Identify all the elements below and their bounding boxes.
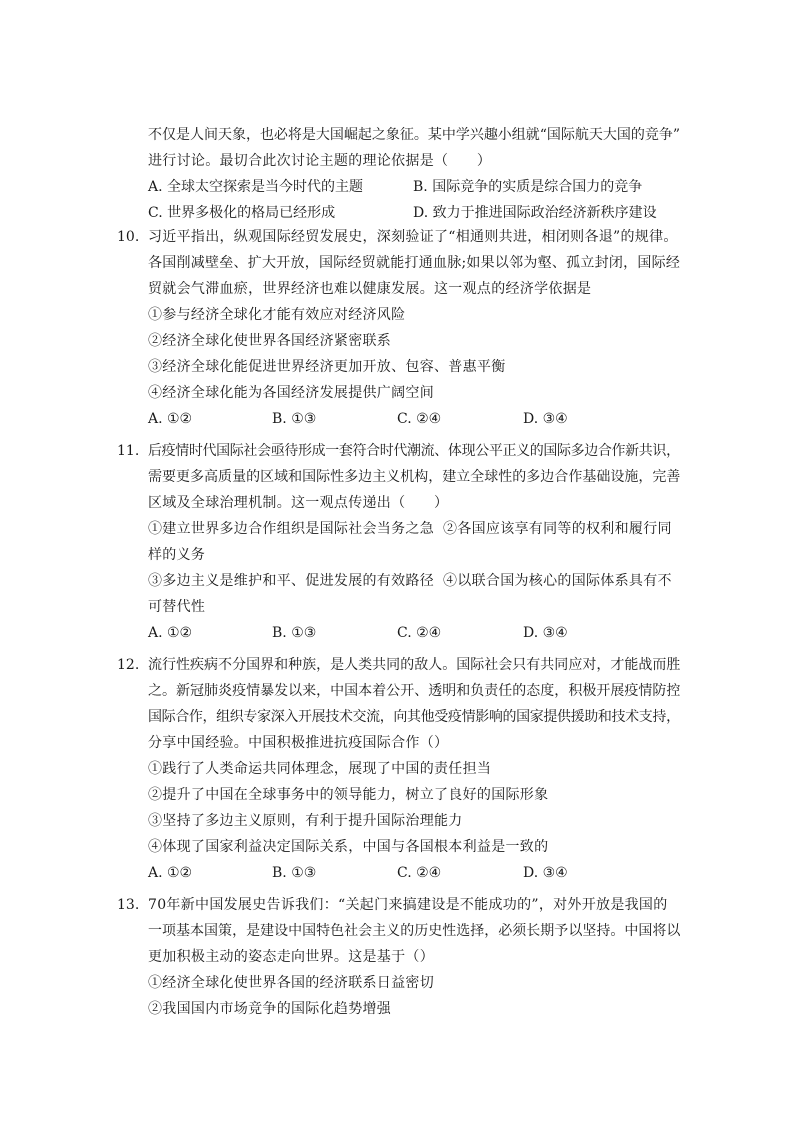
q12-line-2: 之。新冠肺炎疫情暴发以来，中国本着公开、透明和负责任的态度，积极开展疫情防控 (148, 683, 681, 699)
q13-line-1: 70年新中国发展史告诉我们：“关起门来搞建设是不能成功的”，对外开放是我国的 (148, 897, 668, 913)
q10-option-b: B. ①③ (272, 411, 317, 427)
q11-line-2: 需要更多高质量的区域和国际性多边主义机构，建立全球性的多边合作基础设施，完善 (148, 469, 681, 485)
q12-line-1: 流行性疾病不分国界和种族，是人类共同的敌人。国际社会只有共同应对，才能战而胜 (148, 657, 681, 673)
q13-statement-2: ②我国国内市场竞争的国际化趋势增强 (148, 1001, 392, 1017)
q13-statement-1: ①经济全球化使世界各国的经济联系日益密切 (148, 975, 434, 991)
q10-line-1: 习近平指出，纵观国际经贸发展史，深刻验证了“相通则共进，相闭则各退”的规律。 (148, 229, 678, 245)
q10-statement-4: ④经济全球化能为各国经济发展提供广阔空间 (148, 385, 434, 401)
q12-statement-3: ③坚持了多边主义原则，有利于提升国际治理能力 (148, 813, 463, 829)
q11-statement-4: ④以联合国为核心的国际体系具有不 (443, 573, 672, 589)
q13-line-3: 更加积极主动的姿态走向世界。这是基于（） (148, 949, 434, 965)
q10-option-a: A. ①② (148, 411, 193, 427)
q11-option-c: C. ②④ (397, 625, 442, 641)
q10-statement-1: ①参与经济全球化才能有效应对经济风险 (148, 307, 406, 323)
intro-option-d: D. 致力于推进国际政治经济新秩序建设 (413, 205, 657, 221)
q12-statement-2: ②提升了中国在全球事务中的领导能力，树立了良好的国际形象 (148, 787, 549, 803)
q11-line-3: 区域及全球治理机制。这一观点传递出（ ） (148, 495, 449, 511)
q10-line-2: 各国削减壁垒、扩大开放，国际经贸就能打通血脉;如果以邻为壑、孤立封闭，国际经 (148, 255, 681, 271)
q13-line-2: 一项基本国策，是建设中国特色社会主义的历史性选择，必须长期予以坚持。中国将以 (148, 923, 681, 939)
q10-option-d: D. ③④ (523, 411, 568, 427)
intro-line-1: 不仅是人间天象，也必将是大国崛起之象征。某中学兴趣小组就“国际航天大国的竞争” (148, 127, 681, 143)
q12-option-a: A. ①② (148, 865, 193, 881)
q11-option-d: D. ③④ (523, 625, 568, 641)
q12-number: 12. (117, 657, 140, 673)
q13-number: 13. (117, 897, 140, 913)
q12-option-b: B. ①③ (272, 865, 317, 881)
q12-statement-4: ④体现了国家利益决定国际关系，中国与各国根本利益是一致的 (148, 839, 549, 855)
q11-line-1: 后疫情时代国际社会亟待形成一套符合时代潮流、体现公平正义的国际多边合作新共识， (148, 443, 680, 459)
q12-option-d: D. ③④ (523, 865, 568, 881)
q11-option-b: B. ①③ (272, 625, 317, 641)
q12-option-c: C. ②④ (397, 865, 442, 881)
q12-statement-1: ①践行了人类命运共同体理念，展现了中国的责任担当 (148, 761, 492, 777)
intro-option-a: A. 全球太空探索是当今时代的主题 (148, 179, 364, 195)
q12-line-3: 国际合作，组织专家深入开展技术交流，向其他受疫情影响的国家提供援助和技术支持， (148, 709, 680, 725)
q10-number: 10. (117, 229, 140, 245)
q11-statement-1: ①建立世界多边合作组织是国际社会当务之急 (148, 521, 434, 537)
q12-line-4: 分享中国经验。中国积极推进抗疫国际合作（） (148, 735, 449, 751)
q10-statement-2: ②经济全球化使世界各国经济紧密联系 (148, 333, 392, 349)
q11-statement-4-cont: 可替代性 (148, 599, 206, 615)
q11-statement-3: ③多边主义是维护和平、促进发展的有效路径 (148, 573, 434, 589)
q11-statement-2-cont: 样的义务 (148, 547, 206, 563)
q10-line-3: 贸就会气滞血瘀，世界经济也难以健康发展。这一观点的经济学依据是 (148, 281, 592, 297)
q10-statement-3: ③经济全球化能促进世界经济更加开放、包容、普惠平衡 (148, 359, 506, 375)
q11-statement-2: ②各国应该享有同等的权利和履行同 (443, 521, 672, 537)
q10-option-c: C. ②④ (397, 411, 442, 427)
intro-option-c: C. 世界多极化的格局已经形成 (148, 205, 336, 221)
q11-option-a: A. ①② (148, 625, 193, 641)
intro-line-2: 进行讨论。最切合此次讨论主题的理论依据是（ ） (148, 153, 492, 169)
intro-option-b: B. 国际竞争的实质是综合国力的竞争 (413, 179, 643, 195)
q11-number: 11. (117, 443, 140, 459)
